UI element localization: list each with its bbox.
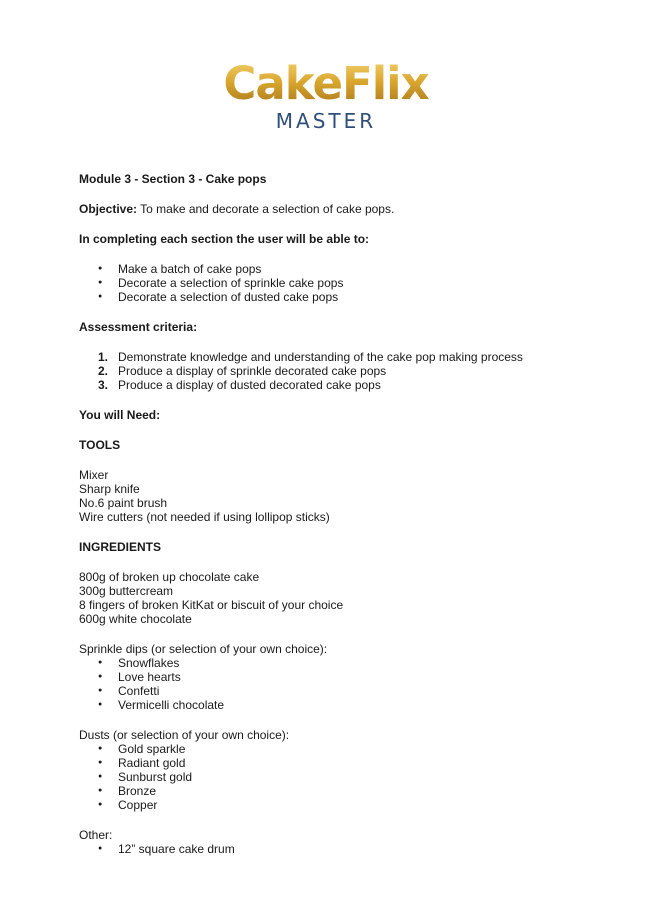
sprinkle-heading: Sprinkle dips (or selection of your own choice): xyxy=(79,642,328,656)
list-item-text: Demonstrate knowledge and understanding of the cake pop making process xyxy=(118,350,523,364)
dusts-list xyxy=(79,742,619,812)
list-item: ● Decorate a selection of sprinkle cake pops xyxy=(118,276,619,290)
objective-label: Objective: xyxy=(79,202,138,216)
ingredient-item: 8 fingers of broken KitKat or biscuit of your choice xyxy=(79,598,344,612)
tool-item: Sharp knife xyxy=(79,482,140,496)
list-item: ● Decorate a selection of dusted cake pops xyxy=(118,290,619,304)
ingredient-item: 300g buttercream xyxy=(79,584,174,598)
module-title: Module 3 - Section 3 - Cake pops xyxy=(79,172,267,186)
list-item xyxy=(98,364,619,378)
list-item: ● Vermicelli chocolate xyxy=(118,698,619,712)
tool-item: No.6 paint brush xyxy=(79,496,168,510)
other-list xyxy=(79,842,619,856)
objective-text: To make and decorate a selection of cake pops. xyxy=(137,202,395,216)
list-number: 3. xyxy=(98,378,109,392)
ingredient-item: 800g of broken up chocolate cake xyxy=(79,570,260,584)
list-item: ● Make a batch of cake pops xyxy=(118,262,619,276)
need-heading: You will Need: xyxy=(79,408,161,422)
logo-subtitle: MASTER xyxy=(275,109,377,133)
list-item: ● Sunburst gold xyxy=(118,770,619,784)
list-item: ● Copper xyxy=(118,798,619,812)
list-number: 2. xyxy=(98,364,109,378)
assessment-heading: Assessment criteria: xyxy=(79,320,198,334)
objective xyxy=(79,202,619,216)
list-item: ● Radiant gold xyxy=(118,756,619,770)
cakeflix-logo xyxy=(0,57,652,133)
ingredient-item: 600g white chocolate xyxy=(79,612,192,626)
completion-list xyxy=(79,262,619,304)
completion-heading: In completing each section the user will be able to: xyxy=(79,232,370,246)
list-item xyxy=(98,350,619,364)
list-item: ● Love hearts xyxy=(118,670,619,684)
other-heading: Other: xyxy=(79,828,113,842)
sprinkle-list xyxy=(79,656,619,712)
list-item-text: Produce a display of sprinkle decorated cake pops xyxy=(118,364,387,378)
list-item: ● Snowflakes xyxy=(118,656,619,670)
ingredients-list xyxy=(79,570,619,626)
list-item: ● Confetti xyxy=(118,684,619,698)
tools-heading: TOOLS xyxy=(79,438,121,452)
ingredients-heading: INGREDIENTS xyxy=(79,540,162,554)
list-item-text: Produce a display of dusted decorated cake pops xyxy=(118,378,381,392)
list-item xyxy=(98,378,619,392)
tool-item: Wire cutters (not needed if using lollipop sticks) xyxy=(79,510,330,524)
document-content xyxy=(79,172,619,856)
tools-list xyxy=(79,468,619,524)
logo-brand: CakeFlix xyxy=(223,57,429,110)
assessment-list xyxy=(79,350,619,392)
dusts-heading: Dusts (or selection of your own choice): xyxy=(79,728,290,742)
list-item: ● 12” square cake drum xyxy=(118,842,619,856)
tool-item: Mixer xyxy=(79,468,109,482)
list-item: ● Bronze xyxy=(118,784,619,798)
list-number: 1. xyxy=(98,350,109,364)
list-item: ● Gold sparkle xyxy=(118,742,619,756)
